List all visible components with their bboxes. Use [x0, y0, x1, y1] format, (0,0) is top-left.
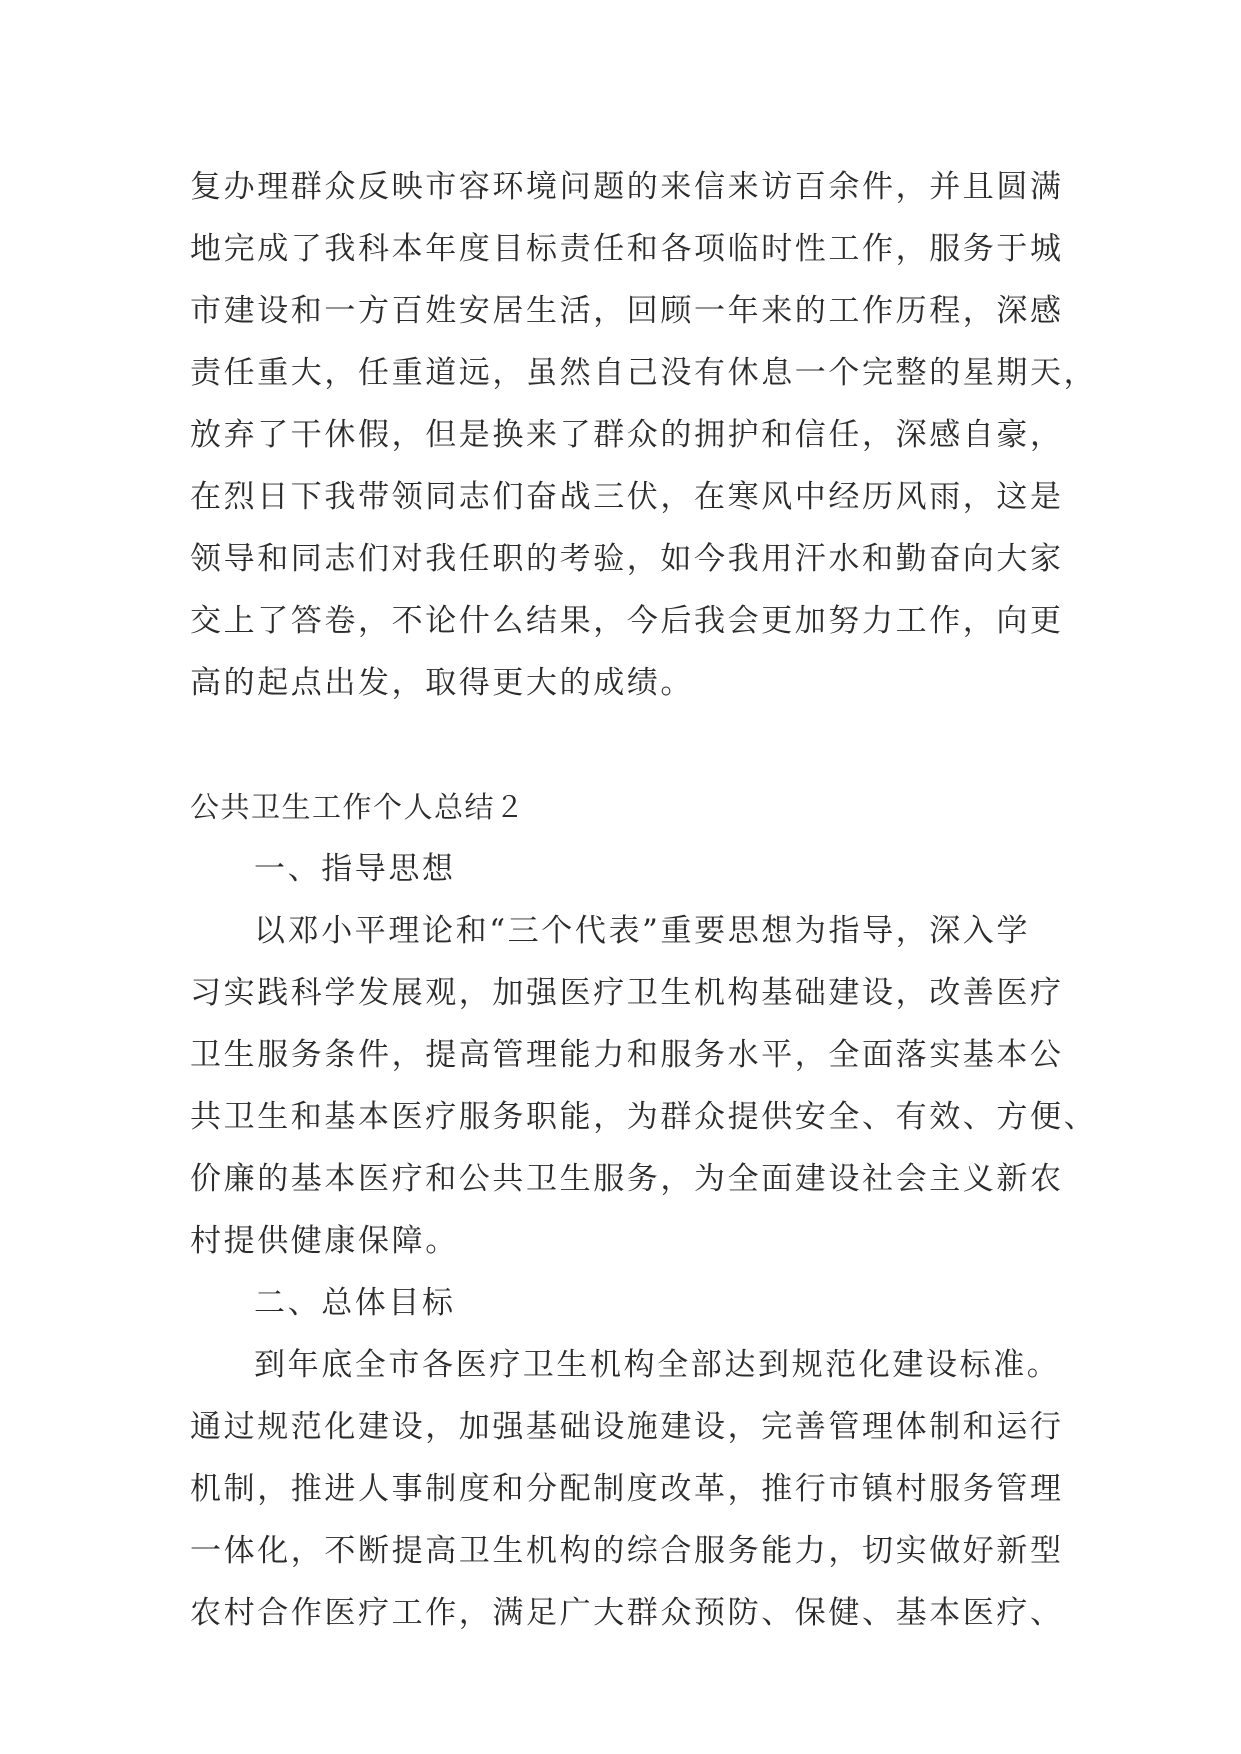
text-line: 价廉的基本医疗和公共卫生服务，为全面建设社会主义新农 [190, 1161, 1064, 1197]
text-line: 放弃了干休假，但是换来了群众的拥护和信任，深感自豪， [190, 417, 1064, 453]
paragraph-overall-goal [190, 1334, 1070, 1644]
text-line: 共卫生和基本医疗服务职能，为群众提供安全、有效、方便、 [190, 1099, 1098, 1135]
text-line: 在烈日下我带领同志们奋战三伏，在寒风中经历风雨，这是 [190, 479, 1064, 515]
text-line: 村提供健康保障。 [190, 1223, 459, 1259]
text-line: 市建设和一方百姓安居生活，回顾一年来的工作历程，深感 [190, 293, 1064, 329]
text-line: 责任重大，任重道远，虽然自己没有休息一个完整的星期天， [190, 355, 1098, 391]
text-line: 一体化，不断提高卫生机构的综合服务能力，切实做好新型 [190, 1533, 1064, 1569]
text-line: 以邓小平理论和“三个代表”重要思想为指导，深入学 [254, 913, 1031, 949]
text-line: 农村合作医疗工作，满足广大群众预防、保健、基本医疗、 [190, 1595, 1064, 1631]
text-line: 通过规范化建设，加强基础设施建设，完善管理体制和运行 [190, 1409, 1064, 1445]
text-line: 高的起点出发，取得更大的成绩。 [190, 665, 694, 701]
paragraph-guiding-ideology [190, 900, 1098, 1272]
text-line: 习实践科学发展观，加强医疗卫生机构基础建设，改善医疗 [190, 975, 1064, 1011]
text-line: 地完成了我科本年度目标责任和各项临时性工作，服务于城 [190, 231, 1064, 267]
paragraph-gap [190, 714, 1070, 776]
section-title: 公共卫生工作个人总结２ [190, 790, 526, 824]
text-line: 复办理群众反映市容环境问题的来信来访百余件，并且圆满 [190, 169, 1064, 205]
document-page [190, 156, 1098, 1644]
text-line: 机制，推进人事制度和分配制度改革，推行市镇村服务管理 [190, 1471, 1064, 1507]
paragraph-continued [190, 156, 1098, 714]
text-line: 交上了答卷，不论什么结果，今后我会更加努力工作，向更 [190, 603, 1064, 639]
text-line: 到年底全市各医疗卫生机构全部达到规范化建设标准。 [254, 1347, 1061, 1383]
text-line: 领导和同志们对我任职的考验，如今我用汗水和勤奋向大家 [190, 541, 1064, 577]
text-line: 卫生服务条件，提高管理能力和服务水平，全面落实基本公 [190, 1037, 1064, 1073]
heading-overall-goal: 二、总体目标 [254, 1285, 456, 1321]
heading-guiding-ideology: 一、指导思想 [254, 851, 456, 887]
